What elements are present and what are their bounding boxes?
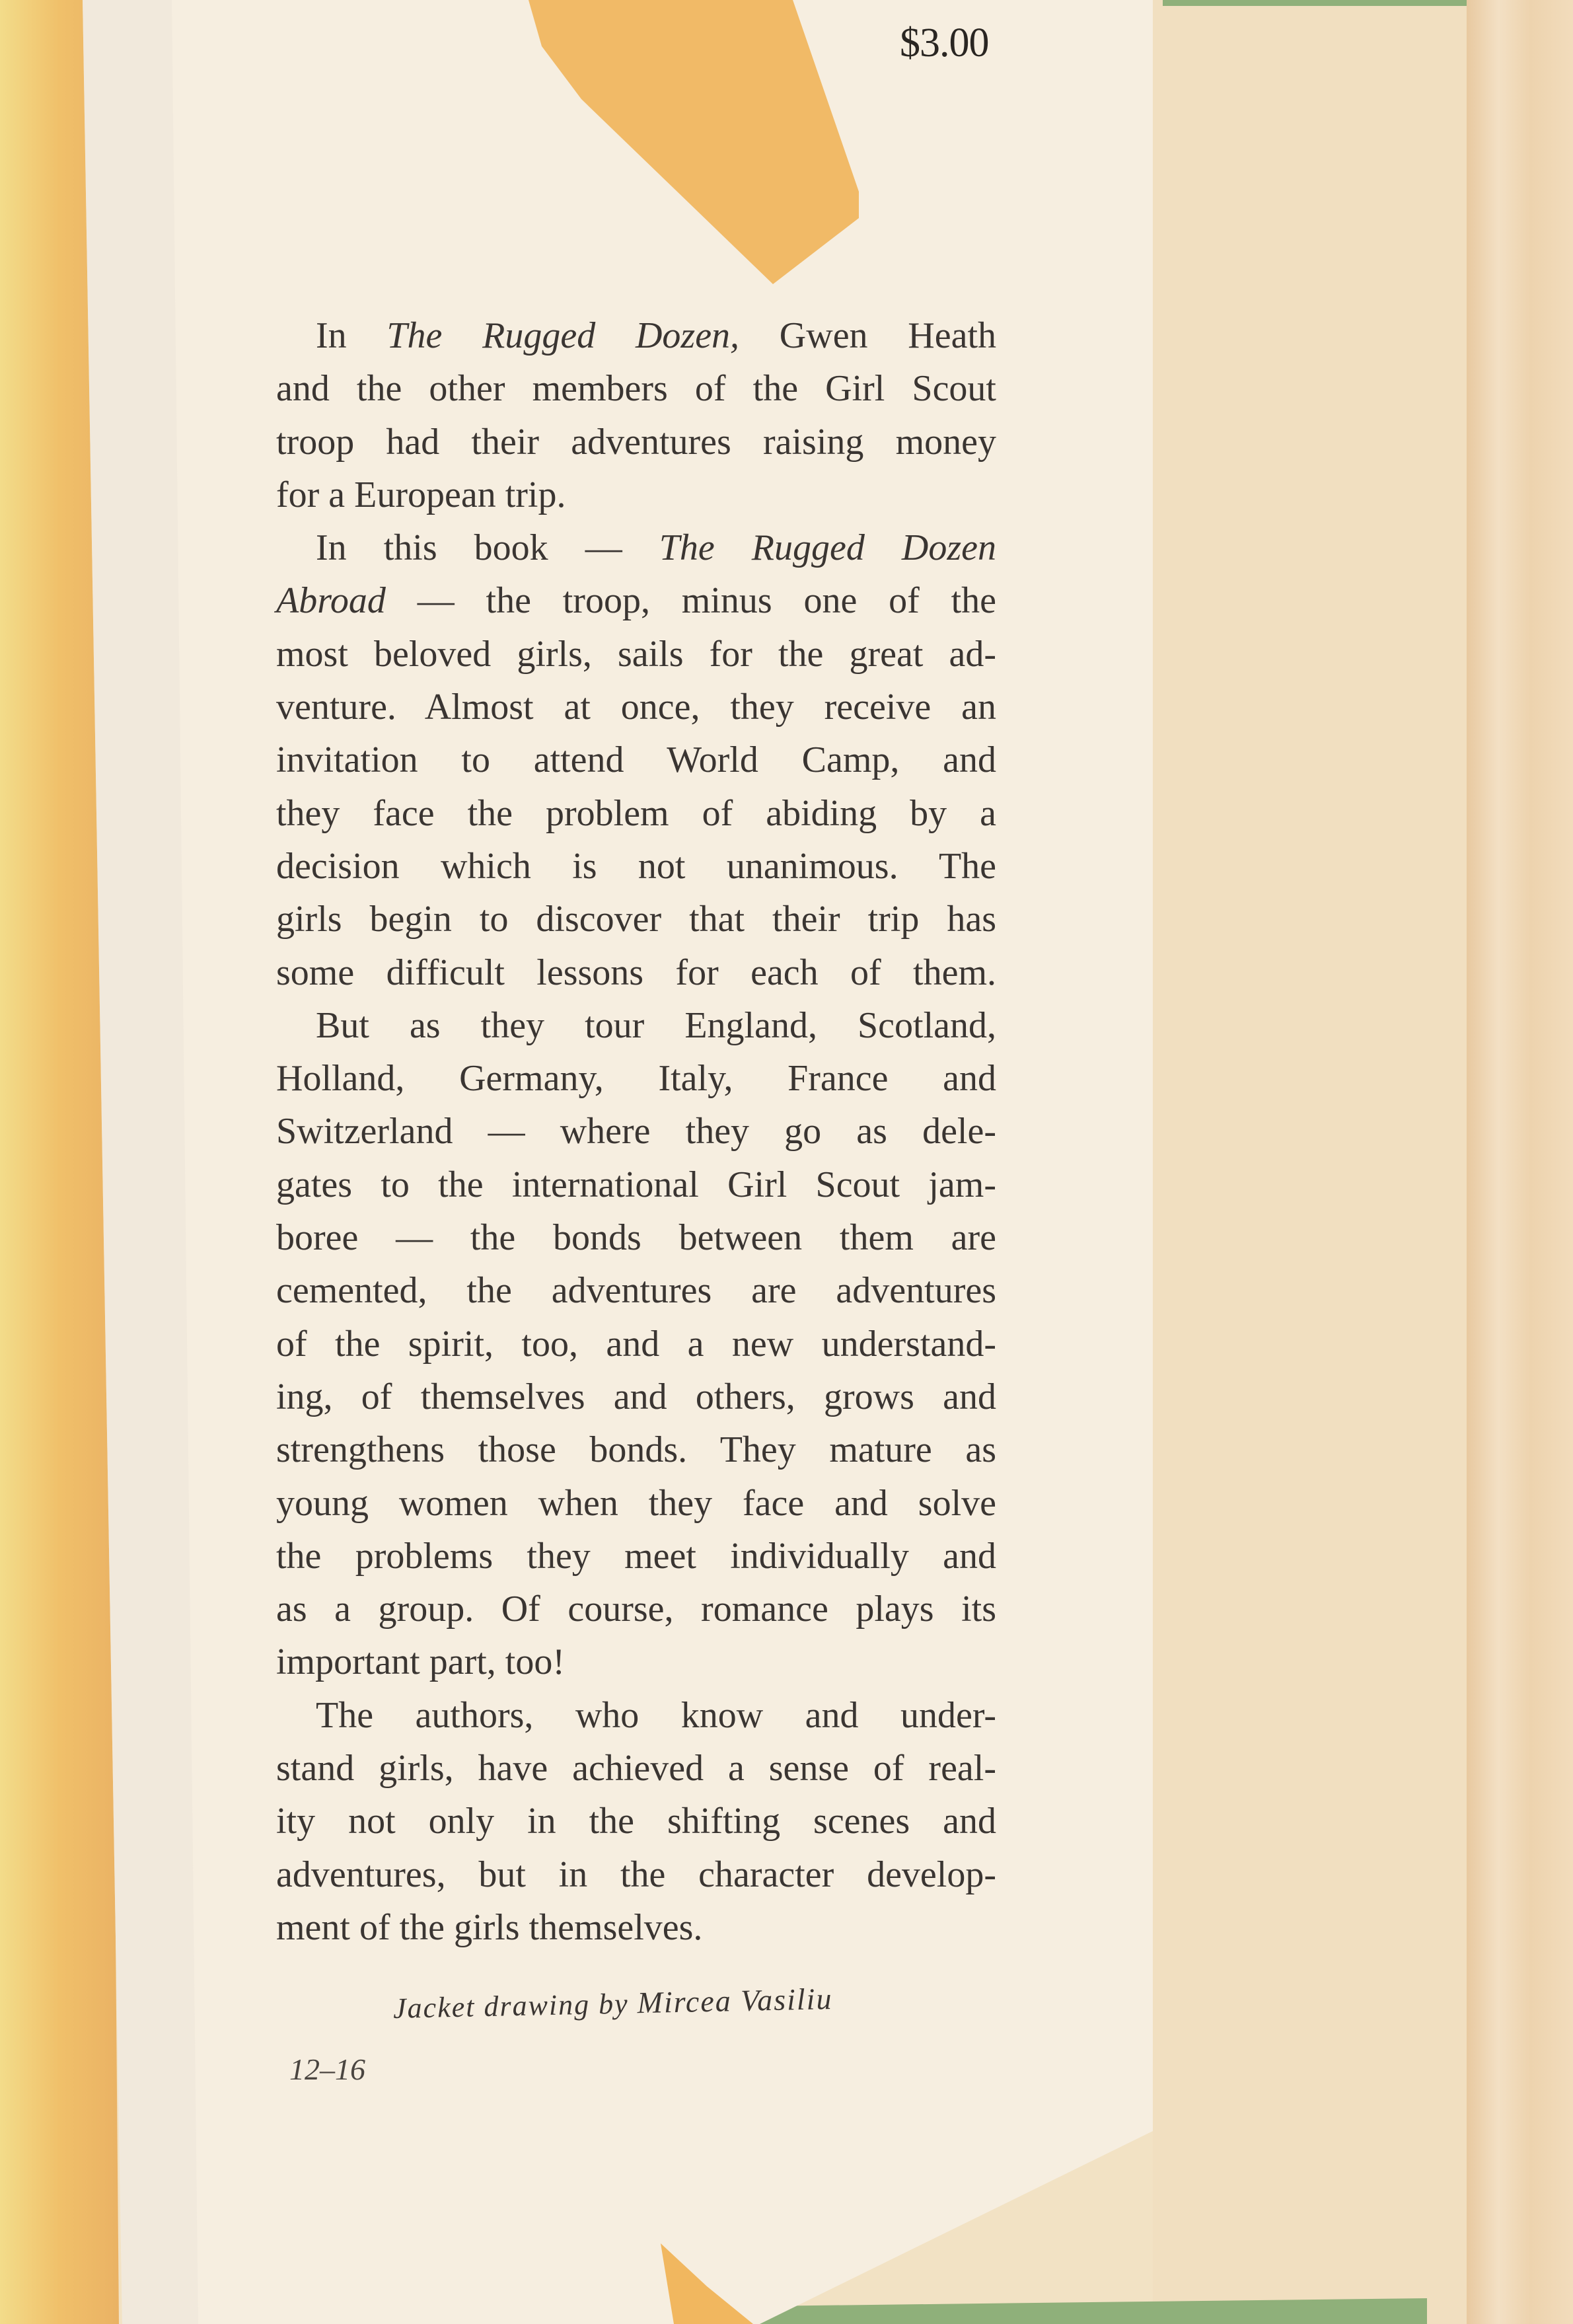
text-segment: cemented, the adventures are adventures: [276, 1270, 996, 1312]
text-segment: But as they tour England, Scotland,: [316, 1004, 996, 1046]
text-segment: as a group. Of course, romance plays its: [276, 1589, 996, 1630]
text-line: [276, 1052, 996, 1105]
italic-title: The Rugged Dozen: [659, 527, 996, 569]
text-segment: troop had their adventures raising money: [276, 421, 996, 463]
text-segment: In this book —: [316, 527, 659, 569]
text-segment: decision which is not unanimous. The: [276, 845, 996, 887]
text-segment: the problems they meet individually and: [276, 1535, 996, 1577]
text-segment: boree — the bonds between them are: [276, 1217, 996, 1259]
text-line: [276, 1742, 996, 1795]
text-line: [276, 1318, 996, 1370]
text-segment: Holland, Germany, Italy, France and: [276, 1058, 996, 1100]
text-segment: In: [316, 315, 387, 356]
italic-title: The Rugged Dozen,: [386, 315, 740, 356]
text-line: [276, 681, 996, 733]
blurb-text: [276, 309, 996, 1954]
age-range: 12–16: [289, 2052, 365, 2086]
text-segment: young women when they face and solve: [276, 1482, 996, 1524]
text-line: [276, 893, 996, 946]
credit-prefix: Jacket drawing by: [392, 1987, 638, 2025]
text-line: [276, 416, 996, 469]
text-line: [276, 521, 996, 574]
text-line: [276, 1423, 996, 1476]
text-segment: gates to the international Girl Scout jam-: [276, 1164, 996, 1205]
price-label: $3.00: [900, 20, 989, 65]
text-line: [276, 1264, 996, 1317]
text-line: [276, 733, 996, 786]
text-line: [276, 787, 996, 840]
text-segment: The authors, who know and under-: [316, 1694, 996, 1736]
inner-board: [1153, 0, 1477, 2324]
text-line: [276, 1530, 996, 1583]
text-segment: girls begin to discover that their trip has: [276, 899, 996, 940]
text-segment: some difficult lessons for each of them.: [276, 952, 996, 993]
text-line: [276, 1901, 996, 1954]
italic-title: Abroad: [276, 580, 386, 622]
text-line: [276, 628, 996, 681]
text-line: [276, 1635, 996, 1688]
text-line: [276, 1105, 996, 1158]
text-segment: ing, of themselves and others, grows and: [276, 1376, 996, 1417]
text-segment: for a European trip.: [276, 474, 566, 515]
text-segment: Switzerland — where they go as dele-: [276, 1111, 996, 1152]
text-segment: strengthens those bonds. They mature as: [276, 1429, 996, 1471]
text-line: [276, 1795, 996, 1848]
text-line: [276, 1848, 996, 1901]
text-line: [276, 309, 996, 362]
text-segment: adventures, but in the character develop-: [276, 1854, 996, 1895]
text-segment: — the troop, minus one of the: [385, 580, 996, 622]
text-line: [276, 999, 996, 1052]
text-segment: ment of the girls themselves.: [276, 1906, 703, 1948]
text-line: [276, 574, 996, 627]
text-line: [276, 1583, 996, 1635]
text-line: [276, 1477, 996, 1530]
text-segment: ity not only in the shifting scenes and: [276, 1801, 996, 1842]
text-segment: of the spirit, too, and a new understand-: [276, 1323, 996, 1365]
text-line: [276, 362, 996, 415]
text-line: [276, 946, 996, 999]
text-line: [276, 840, 996, 893]
text-line: [276, 1689, 996, 1742]
text-line: [276, 1158, 996, 1211]
text-line: [276, 469, 996, 521]
text-line: [276, 1211, 996, 1264]
text-segment: Gwen Heath: [739, 315, 997, 356]
text-segment: important part, too!: [276, 1641, 566, 1683]
green-cloth-top: [1163, 0, 1467, 6]
text-segment: stand girls, have achieved a sense of real-: [276, 1748, 996, 1789]
text-segment: most beloved girls, sails for the great ad-: [276, 633, 996, 675]
text-segment: invitation to attend World Camp, and: [276, 739, 996, 781]
text-line: [276, 1370, 996, 1423]
page-edges: [1467, 0, 1573, 2324]
credit-artist: Mircea Vasiliu: [637, 1982, 833, 2020]
text-segment: venture. Almost at once, they receive an: [276, 687, 996, 728]
text-segment: they face the problem of abiding by a: [276, 792, 996, 834]
text-segment: and the other members of the Girl Scout: [276, 368, 996, 410]
